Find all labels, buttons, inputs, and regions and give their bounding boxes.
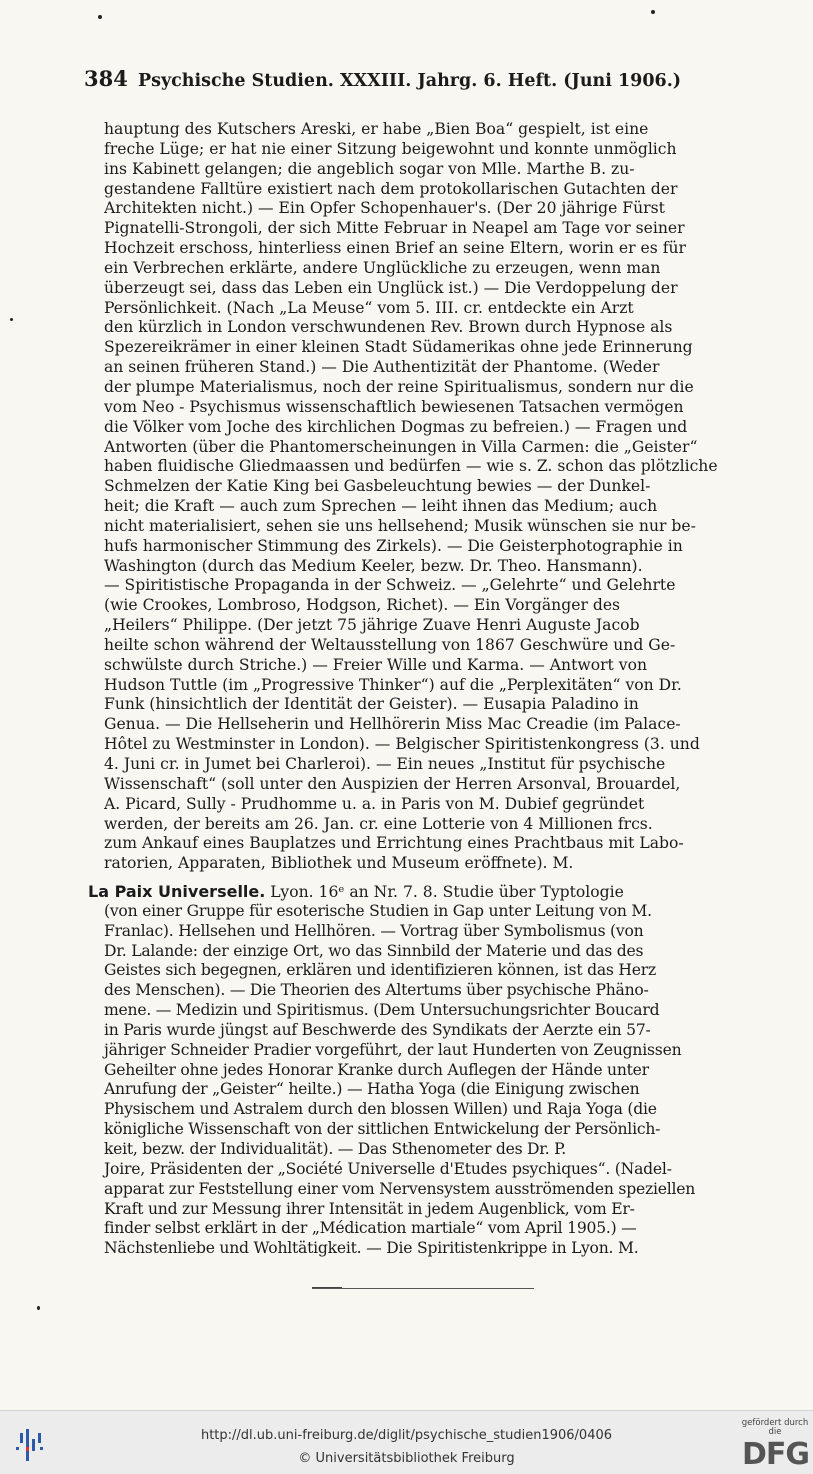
- end-rule: [312, 1288, 534, 1289]
- text-line: an seinen früheren Stand.) — Die Authentizität der Phantome. (Weder: [104, 358, 660, 377]
- text-line: Dr. Lalande: der einzige Ort, wo das Sinnbild der Materie und das des: [104, 941, 644, 960]
- text-line: keit, bezw. der Individualität). — Das Sthenometer des Dr. P.: [104, 1139, 566, 1158]
- text-line: Hochzeit erschoss, hinterliess einen Brief an seine Eltern, worin er es für: [104, 239, 687, 258]
- text-line: Nächstenliebe und Wohltätigkeit. — Die Spiritistenkrippe in Lyon. M.: [104, 1239, 639, 1258]
- text-line: ins Kabinett gelangen; die angeblich sogar von Mlle. Marthe B. zu-: [104, 159, 635, 178]
- scan-speck: [651, 10, 655, 14]
- text-line: Kraft und zur Messung ihrer Intensität in jedem Augenblick, vom Er-: [104, 1199, 635, 1218]
- text-line: freche Lüge; er hat nie einer Sitzung beigewohnt und konnte unmöglich: [104, 139, 677, 158]
- scan-speck: [98, 15, 102, 19]
- text-line: 4. Juni cr. in Jumet bei Charleroi). — Ein neues „Institut für psychische: [104, 755, 666, 773]
- text-line: apparat zur Feststellung einer vom Nervensystem ausströmenden speziellen: [104, 1179, 696, 1198]
- running-title: Psychische Studien. XXXIII. Jahrg. 6. Heft. (Juni 1906.): [137, 71, 682, 91]
- text-line: Hudson Tuttle (im „Progressive Thinker“) auf die „Perplexitäten“ von Dr.: [104, 675, 682, 694]
- text-line: Wissenschaft“ (soll unter den Auspizien der Herren Arsonval, Brouardel,: [104, 774, 681, 793]
- text-line: der plumpe Materialismus, noch der reine Spiritualismus, sondern nur die: [104, 377, 694, 396]
- journal-review-section: [88, 882, 742, 1259]
- dfg-caption: gefördert durch die: [741, 1418, 809, 1437]
- text-line: in Paris wurde jüngst auf Beschwerde des Syndikats der Aerzte ein 57-: [104, 1020, 651, 1039]
- text-line: Anrufung der „Geister“ heilte.) — Hatha Yoga (die Einigung zwischen: [104, 1080, 640, 1099]
- text-line: Washington (durch das Medium Keeler, bezw. Dr. Theo. Hansmann).: [104, 556, 643, 575]
- journal-title: La Paix Universelle.: [88, 882, 266, 901]
- text-line: Architekten nicht.) — Ein Opfer Schopenhauer's. (Der 20 jährige Fürst: [104, 199, 665, 218]
- viewer-footer: [0, 1410, 813, 1474]
- article-body: [104, 120, 742, 874]
- text-line: Antworten (über die Phantomerscheinungen in Villa Carmen: die „Geister“: [104, 437, 698, 456]
- copyright-notice: © Universitätsbibliothek Freiburg: [298, 1451, 515, 1466]
- section-lines: [88, 902, 742, 1259]
- text-line: überzeugt sei, dass das Leben ein Unglück ist.) — Die Verdoppelung der: [104, 278, 678, 297]
- text-line: (wie Crookes, Lombroso, Hodgson, Richet). — Ein Vorgänger des: [104, 596, 621, 615]
- running-header: [84, 66, 710, 92]
- text-line: jähriger Schneider Pradier vorgeführt, der laut Hunderten von Zeugnissen: [104, 1040, 682, 1059]
- text-line: — Spiritistische Propaganda in der Schweiz. — „Gelehrte“ und Gelehrte: [104, 576, 676, 595]
- text-line: nicht materialisiert, sehen sie uns hellsehend; Musik wünschen sie nur be-: [104, 516, 696, 535]
- text-line: zum Ankauf eines Bauplatzes und Errichtung eines Prachtbaus mit Labo-: [104, 834, 684, 853]
- text-line: heit; die Kraft — auch zum Sprechen — leiht ihnen das Medium; auch: [104, 497, 658, 516]
- text-line: werden, der bereits am 26. Jan. cr. eine Lotterie von 4 Millionen frcs.: [104, 814, 653, 833]
- text-line: haben fluidische Gliedmaassen und bedürfen — wie s. Z. schon das plötzliche: [104, 457, 718, 476]
- section-first-line: [88, 882, 742, 902]
- text-line: hufs harmonischer Stimmung des Zirkels). — Die Geisterphotographie in: [104, 536, 683, 555]
- text-line: (von einer Gruppe für esoterische Studien in Gap unter Leitung von M.: [104, 901, 652, 920]
- text-line: Geheilter ohne jedes Honorar Kranke durch Auflegen der Hände unter: [104, 1060, 649, 1079]
- scan-speck: [10, 318, 13, 321]
- text-line: königliche Wissenschaft von der sittlichen Entwickelung der Persönlich-: [104, 1120, 661, 1139]
- text-line: A. Picard, Sully - Prudhomme u. a. in Paris von M. Dubief gegründet: [104, 794, 645, 813]
- text-line: Spezereikrämer in einer kleinen Stadt Südamerikas ohne jede Erinnerung: [104, 338, 693, 357]
- text-line: vom Neo - Psychismus wissenschaftlich bewiesenen Tatsachen vermögen: [104, 397, 684, 416]
- scan-speck: [37, 1306, 40, 1310]
- text-line: Persönlichkeit. (Nach „La Meuse“ vom 5. III. cr. entdeckte ein Arzt: [104, 298, 634, 317]
- permalink-url[interactable]: http://dl.ub.uni-freiburg.de/diglit/psychische_studien1906/0406: [200, 1428, 613, 1443]
- text-line: des Menschen). — Die Theorien des Altertums über psychische Phäno-: [104, 981, 649, 1000]
- text-line: Genua. — Die Hellseherin und Hellhörerin Miss Mac Creadie (im Palace-: [104, 715, 681, 734]
- text-line: finder selbst erklärt in der „Médication martiale“ vom April 1905.) —: [104, 1219, 637, 1238]
- section-first-line-text: Lyon. 16ᵉ an Nr. 7. 8. Studie über Typtologie: [265, 883, 624, 901]
- text-line: Pignatelli-Strongoli, der sich Mitte Februar in Neapel am Tage vor seiner: [104, 219, 685, 238]
- page-number: 384: [84, 66, 128, 91]
- text-line: mene. — Medizin und Spiritismus. (Dem Untersuchungsrichter Boucard: [104, 1001, 660, 1020]
- text-line: gestandene Falltüre existiert nach dem protokollarischen Gutachten der: [104, 179, 678, 198]
- text-line: Geistes sich begegnen, erklären und identifizieren können, ist das Herz: [104, 961, 657, 980]
- text-line: heilte schon während der Weltausstellung von 1867 Geschwüre und Ge-: [104, 635, 676, 654]
- text-line: Franlac). Hellsehen und Hellhören. — Vortrag über Symbolismus (von: [104, 921, 644, 940]
- text-line: Schmelzen der Katie King bei Gasbeleuchtung bewies — der Dunkel-: [104, 477, 651, 496]
- text-line: hauptung des Kutschers Areski, er habe „Bien Boa“ gespielt, ist eine: [104, 120, 649, 138]
- text-line: die Völker vom Joche des kirchlichen Dogmas zu befreien.) — Fragen und: [104, 417, 688, 436]
- text-line: schwülste durch Striche.) — Freier Wille und Karma. — Antwort von: [104, 655, 647, 674]
- text-line: Hôtel zu Westminster in London). — Belgischer Spiritistenkongress (3. und: [104, 735, 700, 754]
- text-line: ein Verbrechen erklärte, andere Unglückliche zu erzeugen, wenn man: [104, 258, 661, 277]
- text-line: den kürzlich in London verschwundenen Rev. Brown durch Hypnose als: [104, 318, 673, 337]
- text-line: Physischem und Astralem durch den blossen Willen) und Raja Yoga (die: [104, 1100, 657, 1119]
- text-line: Funk (hinsichtlich der Identität der Geister). — Eusapia Paladino in: [104, 695, 639, 714]
- dfg-logo: DFG: [742, 1437, 810, 1472]
- text-line: ratorien, Apparaten, Bibliothek und Museum eröffnete). M.: [104, 854, 574, 873]
- text-line: Joire, Präsidenten der „Société Universelle d'Etudes psychiques“. (Nadel-: [104, 1159, 672, 1178]
- text-line: „Heilers“ Philippe. (Der jetzt 75 jährige Zuave Henri Auguste Jacob: [104, 616, 640, 635]
